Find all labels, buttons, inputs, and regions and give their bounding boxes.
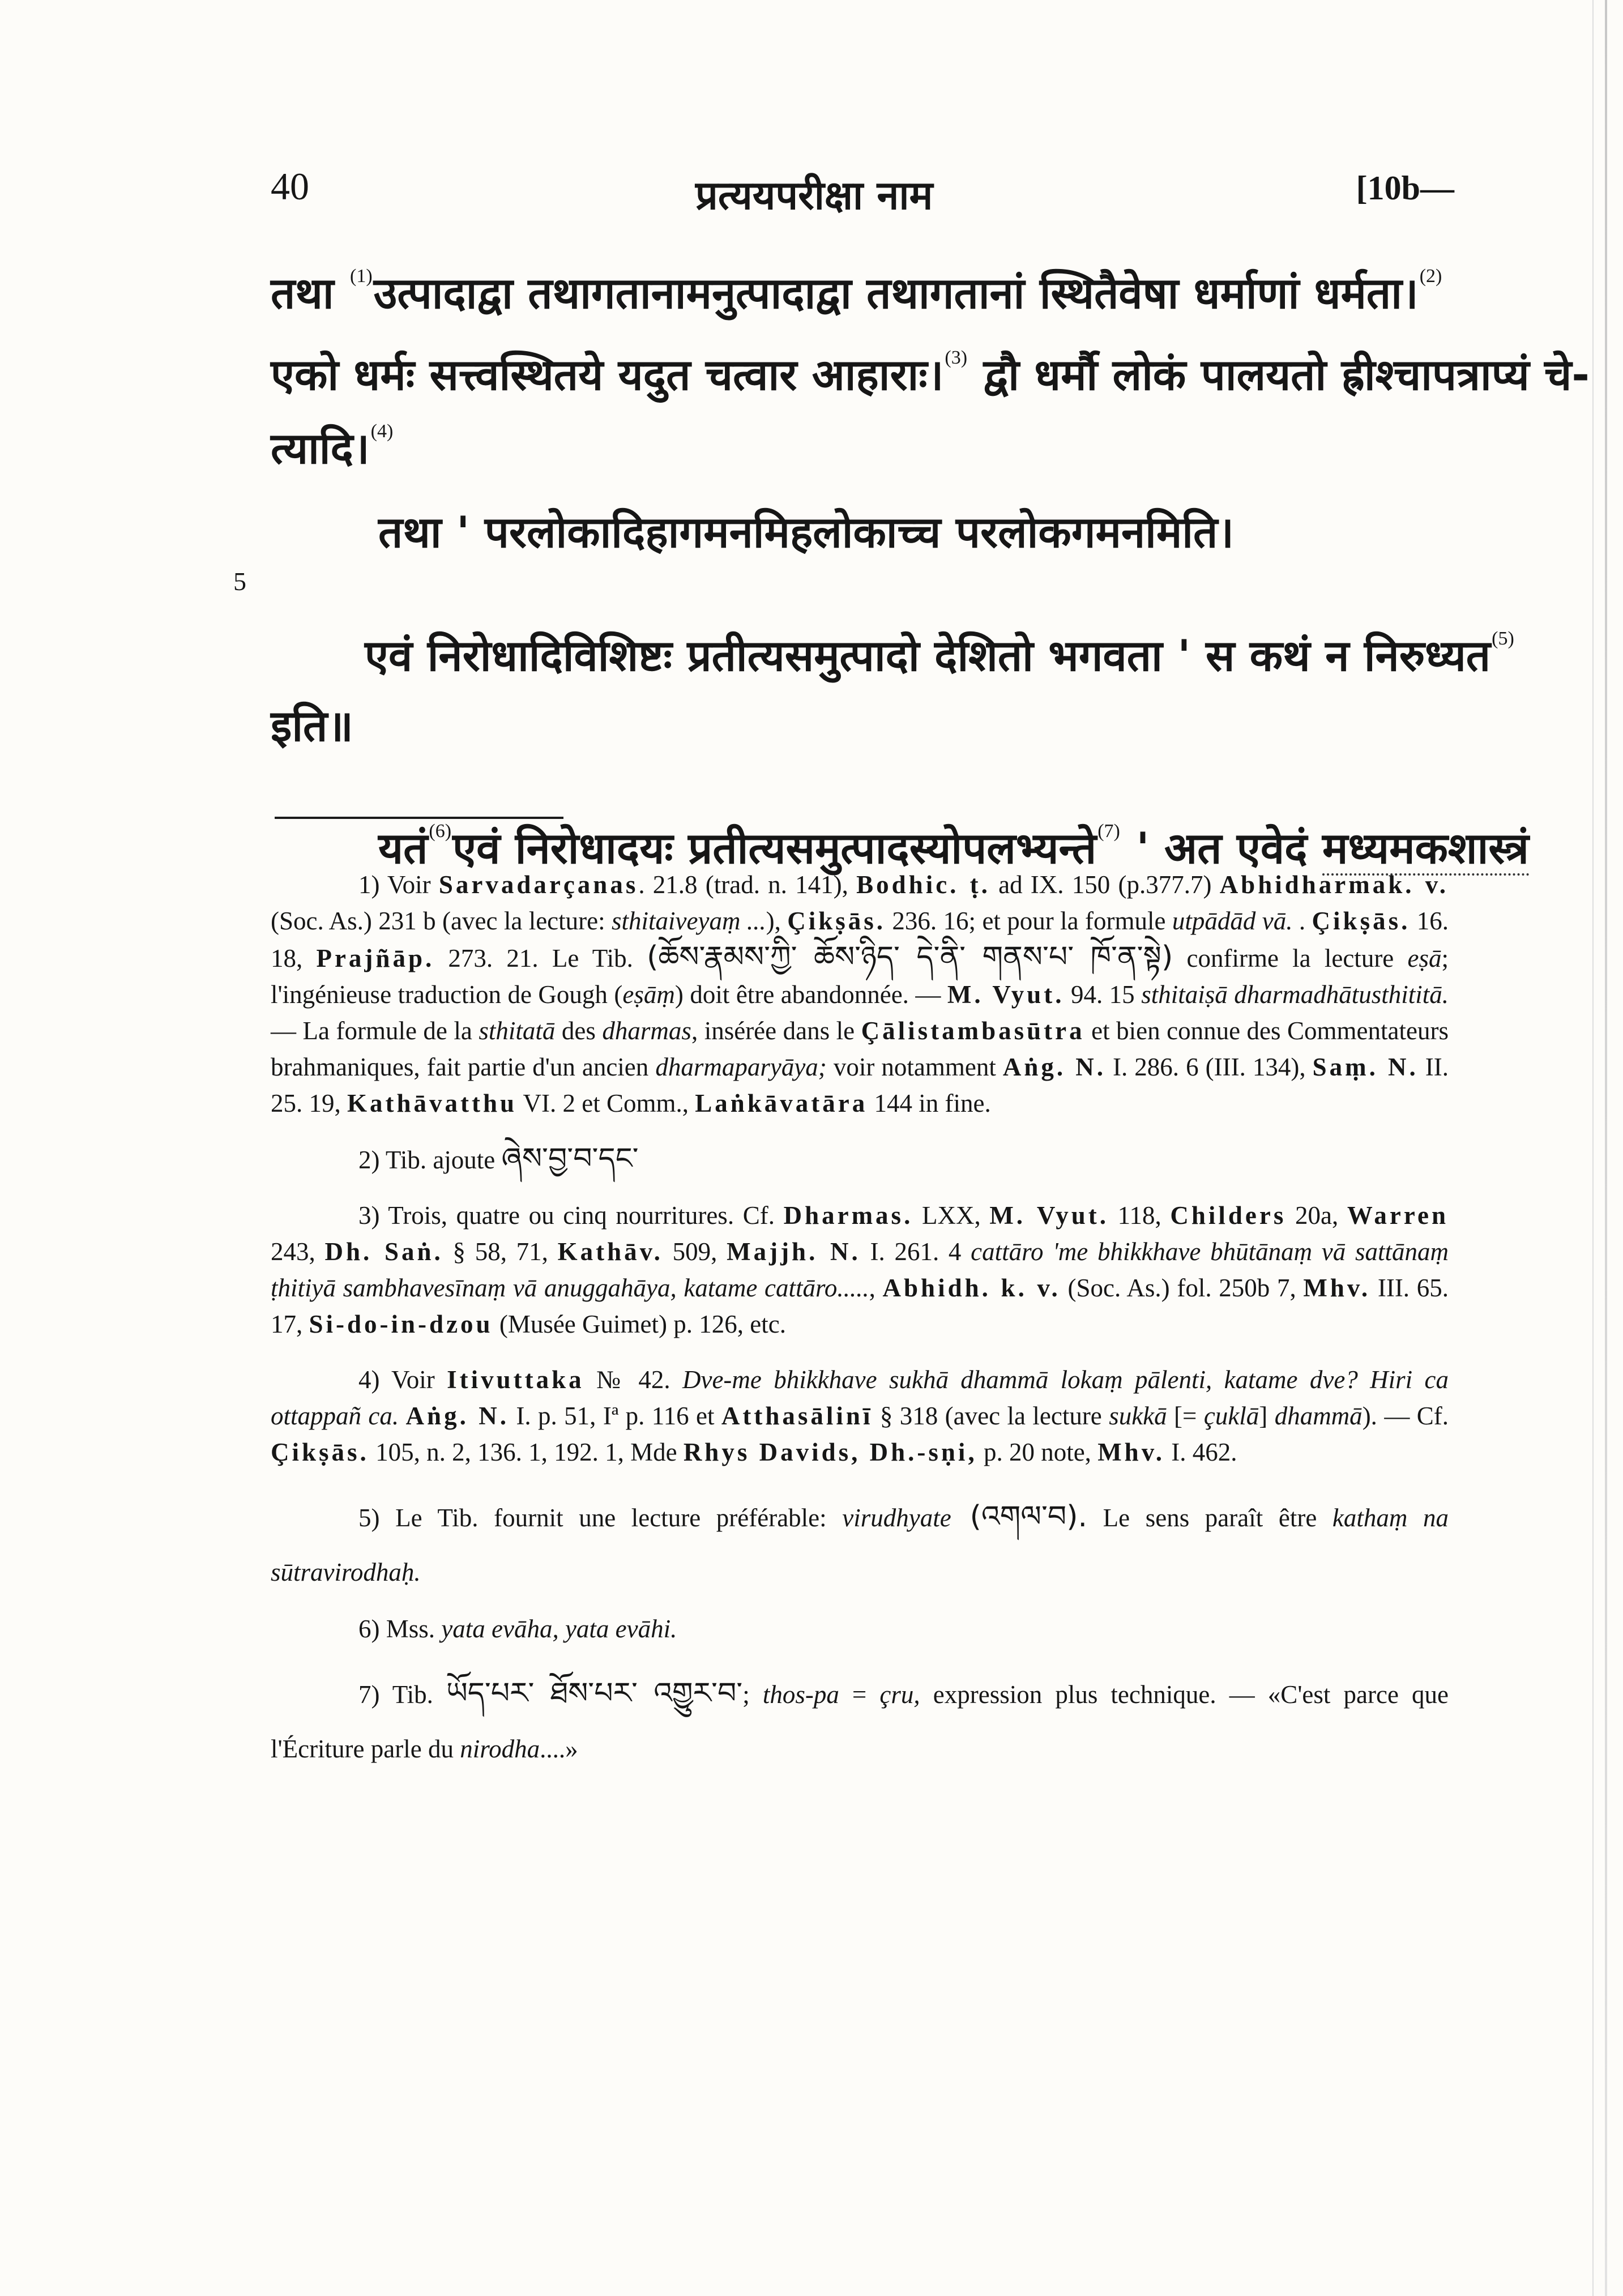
fn-source: Sarvadarçanas — [438, 870, 639, 899]
fn-source: Si-do-in-dzou — [309, 1310, 493, 1338]
footnotes — [271, 867, 1449, 1795]
footnote-ref: (2) — [1419, 266, 1442, 287]
footnote-ref: (3) — [945, 347, 968, 368]
tibetan-text: (ཆོས་རྣམས་ཀྱི་ ཆོས་ཉིད་ དེ་ནི་ གནས་པ་ ཁོ་ན་སྟེ) — [647, 940, 1173, 974]
footnote-6 — [271, 1611, 1449, 1647]
fn-text: . — [1292, 907, 1312, 935]
text-segment: उत्पादाद्वा तथागतानामनुत्पादाद्वा तथागतानां स्थितैवेषा धर्माणां धर्मता। — [373, 268, 1419, 318]
fn-text: (Soc. As.) fol. 250b 7, — [1060, 1274, 1304, 1302]
footnote-ref: (7) — [1097, 821, 1120, 842]
underlined-term: मध्यमकशास्त्रं — [1322, 823, 1529, 876]
fn-text: 236. 16; et pour la formule — [886, 907, 1172, 935]
fn-italic: virudhyate — [842, 1504, 951, 1532]
fn-text: 243, — [271, 1237, 325, 1266]
footnote-ref: (5) — [1492, 628, 1514, 649]
fn-source: Dharmas. — [783, 1201, 913, 1230]
fn-text: VI. 2 et Comm., — [517, 1089, 695, 1117]
fn-text: 118, — [1109, 1201, 1171, 1230]
fn-text: ; — [742, 1680, 763, 1709]
fn-text: 3) Trois, quatre ou cinq nourritures. Cf. — [358, 1201, 784, 1230]
fn-italic: sthitatā — [479, 1017, 556, 1045]
sanskrit-text — [271, 244, 1590, 873]
fn-source: Aṅg. N. — [1002, 1053, 1106, 1081]
fn-source: Prajñāp. — [316, 944, 435, 972]
fn-italic: nirodha — [460, 1735, 540, 1763]
folio-reference: [10b— — [1356, 169, 1454, 207]
fn-text: [= — [1167, 1402, 1204, 1430]
footnote-separator — [275, 817, 563, 819]
fn-text: 2) Tib. ajoute — [358, 1146, 502, 1174]
footnote-ref: (4) — [370, 421, 394, 442]
fn-text: , insérée dans le — [691, 1017, 861, 1045]
fn-source: Childers — [1170, 1201, 1287, 1230]
fn-italic: dharmaparyāya; — [655, 1053, 827, 1081]
footnote-4 — [271, 1362, 1449, 1470]
fn-text: 105, n. 2, 136. 1, 192. 1, Mde — [369, 1438, 684, 1466]
fn-source: Mhv. — [1097, 1438, 1165, 1466]
tibetan-text: (འགལ་བ). — [951, 1500, 1088, 1534]
fn-text: 273. 21. Le Tib. — [434, 944, 647, 972]
text-line — [271, 410, 1449, 473]
fn-text: ad IX. 150 (p.377.7) — [990, 870, 1220, 899]
fn-text: ), — [766, 907, 788, 935]
fn-text: 20a, — [1286, 1201, 1347, 1230]
footnote-2 — [271, 1141, 1449, 1178]
fn-italic: thos-pa — [762, 1680, 839, 1709]
fn-text: 16. 18, — [271, 907, 1449, 972]
fn-source: Mhv. — [1303, 1274, 1371, 1302]
fn-source: M. Vyut. — [947, 980, 1065, 1009]
fn-text: confirme la lecture — [1173, 944, 1408, 972]
text-segment: एवं निरोधादयः प्रतीत्यसमुत्पादस्योपलभ्यन्ते — [452, 823, 1097, 873]
fn-source: Aṅg. N. — [405, 1402, 509, 1430]
fn-source: Atthasālinī — [721, 1402, 873, 1430]
footnote-3 — [271, 1197, 1449, 1342]
fn-italic: utpādād vā. — [1172, 907, 1293, 935]
line-number: 5 — [233, 567, 246, 596]
fn-text: I. 462. — [1164, 1438, 1237, 1466]
fn-source: M. Vyut. — [989, 1201, 1109, 1230]
fn-text: expression plus technique. — «C'est parce que l'Écriture parle du — [271, 1680, 1449, 1763]
fn-italic: eṣāṃ — [622, 980, 675, 1009]
fn-source: Itivuttaka — [447, 1365, 584, 1394]
text-segment: त्यादि। — [271, 423, 370, 473]
fn-text: § 58, 71, — [443, 1237, 558, 1266]
tibetan-text: ཞེས་བྱ་བ་དང་ — [501, 1142, 639, 1176]
fn-text: (Musée Guimet) p. 126, etc. — [493, 1310, 786, 1338]
text-line — [271, 507, 1449, 557]
page-edge-shadow — [1592, 0, 1594, 2296]
fn-italic: kathaṃ na sūtravirodhaḥ. — [271, 1504, 1449, 1586]
fn-text: III. 65. 17, — [271, 1274, 1449, 1338]
fn-text: 5) Le Tib. fournit une lecture préférable: — [358, 1504, 843, 1532]
fn-italic: dhammā — [1274, 1402, 1363, 1430]
fn-source: Majjh. N. — [727, 1237, 861, 1266]
fn-text — [399, 1402, 405, 1430]
fn-source: Rhys Davids, Dh.-sṇi, — [683, 1438, 977, 1466]
tibetan-text: ཡོད་པར་ ཐོས་པར་ འགྱུར་བ་ — [446, 1676, 743, 1710]
text-line — [271, 617, 1514, 681]
fn-text: (Soc. As.) 231 b (avec la lecture: — [271, 907, 612, 935]
fn-text: I. 286. 6 (III. 134), — [1105, 1053, 1313, 1081]
running-title: प्रत्ययपरीक्षा नाम — [695, 172, 933, 219]
text-segment: एवं निरोधादिविशिष्टः प्रतीत्यसमुत्पादो देशितो भगवता ' स कथं न निरुध्यत — [365, 630, 1491, 681]
fn-text: 7) Tib. — [358, 1680, 447, 1709]
footnote-ref: (6) — [429, 821, 452, 842]
text-line — [271, 255, 1449, 318]
fn-source: Kathāv. — [557, 1237, 663, 1266]
fn-text: № 42. — [584, 1365, 682, 1394]
fn-italic: cattāro 'me bhikkhave bhūtānaṃ vā sattānaṃ ṭhitiyā sambhavesīnaṃ vā anuggahāya, katame cattāro..... — [271, 1237, 1449, 1302]
fn-text: 1) Voir — [358, 870, 439, 899]
text-segment: इति॥ — [271, 701, 353, 751]
fn-text: 509, — [663, 1237, 727, 1266]
fn-text: — La formule de la — [271, 1017, 479, 1045]
fn-text: des — [555, 1017, 603, 1045]
fn-source: Abhidharmak. v. — [1219, 870, 1449, 899]
fn-text: , — [869, 1274, 883, 1302]
fn-italic: sthitaiṣā dharmadhātusthititā. — [1141, 980, 1449, 1009]
fn-source: Abhidh. k. v. — [882, 1274, 1061, 1302]
footnote-ref: (1) — [350, 266, 373, 287]
text-segment: ' अत एवेदं — [1121, 823, 1322, 873]
fn-italic: sukkā — [1109, 1402, 1167, 1430]
fn-text: et bien connue des Commentateurs brahmaniques, fait partie d'un ancien — [271, 1017, 1449, 1081]
text-segment: द्वौ धर्मौ लोकं पालयतो ह्रीश्चापत्राप्यं चे- — [968, 349, 1590, 400]
fn-source: Saṃ. N. — [1312, 1053, 1419, 1081]
fn-source: Çikṣās. — [1312, 907, 1411, 935]
fn-italic: sthitaiveyaṃ ... — [612, 907, 766, 935]
fn-text: = — [839, 1680, 880, 1709]
fn-source: Çālistambasūtra — [861, 1017, 1085, 1045]
fn-text: p. 20 note, — [977, 1438, 1098, 1466]
fn-source: Kathāvatthu — [347, 1089, 518, 1117]
fn-italic: çuklā — [1203, 1402, 1259, 1430]
fn-text: ; l'ingénieuse traduction de Gough ( — [271, 944, 1449, 1009]
fn-text: 6) Mss. — [358, 1615, 442, 1643]
fn-source: Warren — [1347, 1201, 1449, 1230]
footnote-5 — [271, 1490, 1449, 1599]
fn-italic: Dve-me bhikkhave sukhā dhammā lokaṃ pālenti, katame dve? Hiri ca ottappañ ca. — [271, 1365, 1449, 1430]
text-segment: एको धर्मः सत्त्वस्थितये यदुत चत्वार आहाराः। — [271, 349, 944, 400]
fn-source: Dh. Saṅ. — [324, 1237, 443, 1266]
fn-text: ....» — [540, 1735, 578, 1763]
footnote-7 — [271, 1666, 1449, 1776]
fn-text: 4) Voir — [358, 1365, 447, 1394]
fn-source: Çikṣās. — [787, 907, 886, 935]
fn-italic: çru, — [879, 1680, 920, 1709]
fn-text: II. 25. 19, — [271, 1053, 1449, 1117]
fn-text: . 21.8 (trad. n. 141), — [638, 870, 857, 899]
fn-italic: dharmas — [602, 1017, 691, 1045]
fn-text: I. 261. 4 — [860, 1237, 971, 1266]
running-head — [271, 164, 1454, 227]
fn-source: Çikṣās. — [271, 1438, 369, 1466]
page-edge — [1605, 0, 1607, 2296]
fn-italic: eṣā — [1407, 944, 1442, 972]
fn-text: I. p. 51, Iª p. 116 et — [509, 1402, 721, 1430]
text-segment: तथा — [271, 268, 349, 318]
text-line — [271, 336, 1590, 400]
fn-source: Laṅkāvatāra — [695, 1089, 868, 1117]
page-number: 40 — [271, 165, 309, 208]
fn-text: § 318 (avec la lecture — [873, 1402, 1109, 1430]
text-segment: यतं — [378, 823, 428, 873]
fn-text: 94. 15 — [1064, 980, 1142, 1009]
fn-source: Bodhic. ṭ. — [856, 870, 990, 899]
fn-italic: yata evāha, yata evāhi. — [441, 1615, 677, 1643]
fn-text: 144 in fine. — [868, 1089, 991, 1117]
text-line — [271, 701, 1449, 751]
text-segment: तथा ' परलोकादिहागमनमिहलोकाच्च परलोकगमनमिति। — [378, 507, 1235, 557]
fn-text: ). — Cf. — [1362, 1402, 1449, 1430]
footnote-1 — [271, 867, 1449, 1121]
fn-text: LXX, — [913, 1201, 990, 1230]
fn-text: ) doit être abandonnée. — — [674, 980, 947, 1009]
fn-text: ] — [1259, 1402, 1275, 1430]
fn-text: Le sens paraît être — [1087, 1504, 1332, 1532]
fn-text: voir notamment — [826, 1053, 1003, 1081]
